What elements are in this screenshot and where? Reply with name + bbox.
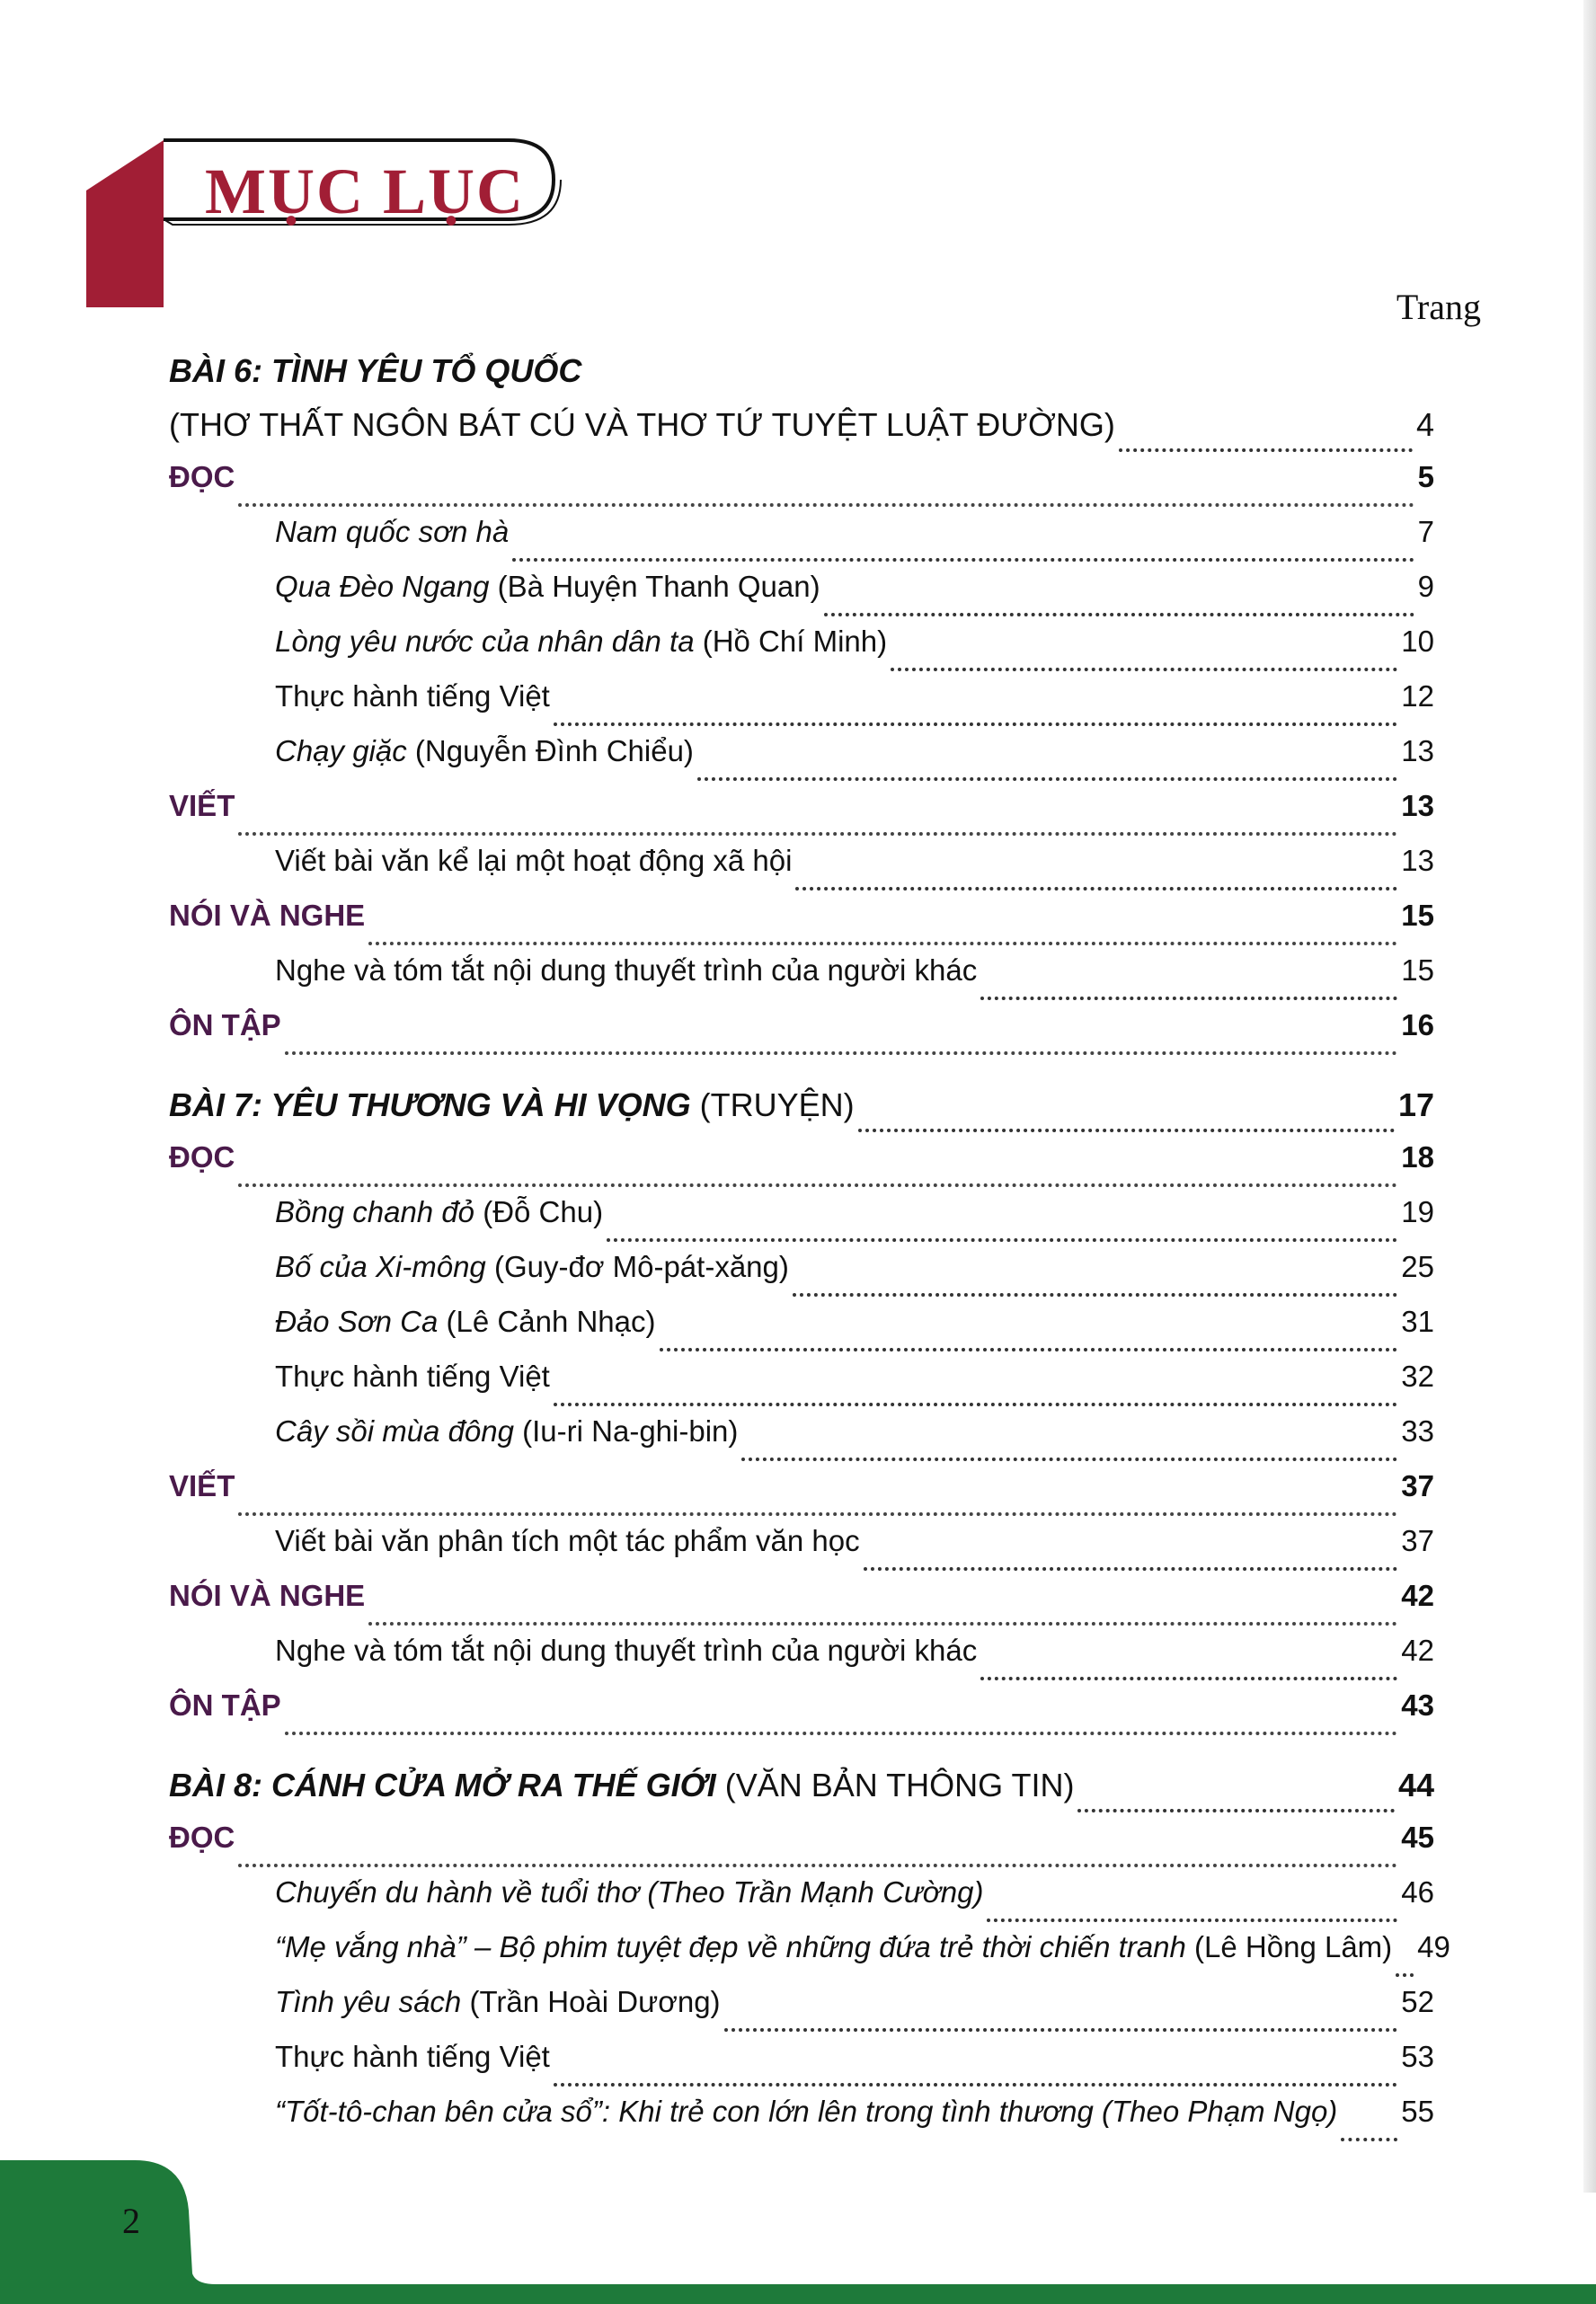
toc-leader-dots — [368, 1622, 1397, 1626]
toc-leader-dots — [980, 997, 1397, 1000]
page-title: MỤC LỤC — [205, 155, 525, 227]
toc-entry-detail: (Iu-ri Na-ghi-bin) — [513, 1414, 739, 1448]
toc-entry-detail: (VĂN BẢN THÔNG TIN) — [715, 1767, 1075, 1803]
toc-page-number: 44 — [1397, 1767, 1434, 1803]
toc-section-row[interactable] — [169, 1821, 1434, 1875]
toc-page-number: 19 — [1401, 1195, 1434, 1228]
toc-entry-detail: (TRUYỆN) — [690, 1086, 855, 1123]
toc-item-row[interactable] — [169, 679, 1434, 734]
toc-entry-detail: (Bà Huyện Thanh Quan) — [489, 570, 820, 603]
toc-entry-title: “Mẹ vắng nhà” – Bộ phim tuyệt đẹp về những đứa trẻ thời chiến tranh — [275, 1930, 1186, 1963]
toc-item-row[interactable] — [169, 1414, 1434, 1469]
toc-leader-dots — [285, 1051, 1398, 1055]
toc-entry-label — [275, 1930, 1392, 1964]
toc-entry-title: BÀI 7: YÊU THƯƠNG VÀ HI VỌNG — [169, 1086, 691, 1123]
header-banner — [86, 135, 572, 315]
toc-leader-dots — [864, 1567, 1398, 1571]
toc-leader-dots — [512, 558, 1414, 562]
toc-entry-detail: Viết bài văn kể lại một hoạt động xã hội — [275, 844, 793, 877]
toc-entry-detail: (THƠ THẤT NGÔN BÁT CÚ VÀ THƠ TỨ TUYỆT LUẬT ĐƯỜNG) — [169, 406, 1115, 443]
toc-page-number: 33 — [1401, 1414, 1434, 1448]
toc-entry-title: Đảo Sơn Ca — [275, 1305, 439, 1338]
toc-entry-title: “Tốt-tô-chan bên cửa sổ”: Khi trẻ con lớn lên trong tình thương (Theo Phạm Ngọ) — [275, 2095, 1338, 2128]
toc-page-number: 37 — [1401, 1524, 1434, 1557]
toc-entry-title: BÀI 8: CÁNH CỬA MỞ RA THẾ GIỚI — [169, 1767, 716, 1803]
toc-entry-title: Cây sồi mùa đông — [275, 1414, 514, 1448]
toc-entry-label — [169, 460, 235, 494]
toc-page-number: 46 — [1401, 1875, 1434, 1909]
toc-entry-title: Chạy giặc — [275, 734, 407, 767]
toc-page-number: 45 — [1401, 1821, 1434, 1854]
toc-leader-dots — [891, 668, 1397, 671]
toc-entry-label — [275, 844, 792, 878]
toc-section-row[interactable] — [169, 1140, 1434, 1195]
toc-leader-dots — [238, 1864, 1397, 1867]
toc-leader-dots — [980, 1677, 1397, 1680]
toc-entry-title: NÓI VÀ NGHE — [169, 899, 366, 932]
toc-item-row[interactable] — [169, 2040, 1434, 2095]
toc-leader-dots — [795, 887, 1397, 891]
toc-entry-label — [275, 2095, 1337, 2129]
toc-leader-dots — [238, 1512, 1397, 1516]
toc-item-row[interactable] — [169, 1985, 1434, 2040]
toc-section-row[interactable] — [169, 1688, 1434, 1743]
page-column-label: Trang — [1396, 287, 1481, 327]
toc-entry-label — [275, 515, 509, 549]
toc-item-row[interactable] — [169, 1634, 1434, 1688]
toc-entry-detail: (Hồ Chí Minh) — [694, 625, 888, 658]
toc-entry-detail: Nghe và tóm tắt nội dung thuyết trình của người khác — [275, 1634, 978, 1667]
toc-entry-detail: (Trần Hoài Dương) — [461, 1985, 721, 2018]
toc-leader-dots — [554, 1403, 1397, 1406]
toc-page-number: 15 — [1401, 899, 1434, 932]
toc-entry-detail: (Guy-đơ Mô-pát-xăng) — [485, 1250, 789, 1283]
toc-entry-title: Chuyến du hành về tuổi thơ (Theo Trần Mạnh Cường) — [275, 1875, 984, 1909]
toc-entry-label — [169, 1086, 855, 1124]
toc-page-number: 12 — [1401, 679, 1434, 713]
toc-entry-label — [275, 1524, 860, 1558]
toc-page-number: 16 — [1401, 1008, 1434, 1041]
toc-leader-dots — [238, 832, 1397, 836]
toc-entry-label — [169, 1008, 281, 1042]
toc-leader-dots — [987, 1919, 1397, 1922]
toc-leader-dots — [793, 1293, 1397, 1297]
toc-item-row[interactable] — [169, 1524, 1434, 1579]
toc-entry-label — [275, 1634, 977, 1668]
toc-leader-dots — [238, 1183, 1397, 1187]
toc-entry-label — [169, 1767, 1074, 1804]
toc-section-row[interactable] — [169, 1008, 1434, 1063]
toc-page-number: 53 — [1401, 2040, 1434, 2073]
toc-leader-dots — [1341, 2138, 1397, 2141]
toc-entry-title: BÀI 6: TÌNH YÊU TỔ QUỐC — [169, 352, 582, 389]
toc-entry-label — [275, 953, 977, 988]
toc-item-row[interactable] — [169, 1250, 1434, 1305]
toc-leader-dots — [607, 1238, 1397, 1242]
toc-entry-label — [169, 352, 581, 390]
toc-page-number: 42 — [1401, 1634, 1434, 1667]
toc-item-row[interactable] — [169, 515, 1434, 570]
toc-section-row[interactable] — [169, 1469, 1434, 1524]
toc-entry-detail: Thực hành tiếng Việt — [275, 2040, 550, 2073]
toc-section-row[interactable] — [169, 460, 1434, 515]
toc-entry-label — [275, 1985, 721, 2019]
toc-lesson-row[interactable] — [169, 1767, 1434, 1821]
toc-leader-dots — [697, 777, 1397, 781]
toc-section-row[interactable] — [169, 789, 1434, 844]
toc-lesson-row[interactable] — [169, 1086, 1434, 1140]
toc-page-number: 32 — [1401, 1360, 1434, 1393]
toc-leader-dots — [554, 722, 1397, 726]
toc-entry-label — [275, 1875, 983, 1910]
toc-entry-label — [169, 1140, 235, 1174]
toc-leader-dots — [741, 1458, 1397, 1461]
toc-leader-dots — [285, 1732, 1398, 1735]
footer-band — [0, 2157, 1596, 2304]
toc-page-number: 37 — [1401, 1469, 1434, 1502]
toc-entry-label — [275, 679, 550, 713]
toc-entry-detail: Thực hành tiếng Việt — [275, 1360, 550, 1393]
page-edge — [1583, 0, 1596, 2193]
toc-page-number: 17 — [1397, 1086, 1434, 1123]
toc-item-row[interactable] — [169, 1875, 1434, 1930]
page-number: 2 — [122, 2201, 140, 2241]
toc-entry-detail: (Lê Hồng Lâm) — [1185, 1930, 1393, 1963]
toc-item-row[interactable] — [169, 570, 1434, 625]
toc-entry-title: ÔN TẬP — [169, 1688, 281, 1722]
toc-item-row[interactable] — [169, 1360, 1434, 1414]
toc-leader-dots — [238, 503, 1414, 507]
toc-entry-label — [275, 1195, 603, 1229]
toc-entry-label — [169, 1821, 235, 1855]
toc-entry-label — [275, 1360, 550, 1394]
toc-item-row[interactable] — [169, 1305, 1434, 1360]
toc-page-number: 7 — [1417, 515, 1434, 548]
toc-entry-label — [275, 1250, 789, 1284]
toc-entry-label — [169, 899, 365, 933]
toc-page-number: 13 — [1401, 789, 1434, 822]
toc-entry-title: Bố của Xi-mông — [275, 1250, 486, 1283]
toc-entry-detail: (Lê Cảnh Nhạc) — [438, 1305, 656, 1338]
toc-leader-dots — [724, 2028, 1398, 2032]
table-of-contents — [169, 352, 1450, 2149]
toc-entry-title: NÓI VÀ NGHE — [169, 1579, 366, 1612]
toc-entry-title: ĐỌC — [169, 460, 235, 493]
toc-entry-detail: Nghe và tóm tắt nội dung thuyết trình của người khác — [275, 953, 978, 987]
toc-entry-label — [275, 1305, 656, 1339]
toc-entry-label — [275, 570, 820, 604]
toc-page-number: 15 — [1401, 953, 1434, 987]
toc-item-row[interactable] — [169, 1930, 1450, 1985]
toc-entry-label — [275, 2040, 550, 2074]
toc-item-row[interactable] — [169, 625, 1434, 679]
toc-entry-label — [169, 789, 235, 823]
toc-leader-dots — [660, 1348, 1398, 1351]
toc-page-number: 52 — [1401, 1985, 1434, 2018]
toc-entry-title: Qua Đèo Ngang — [275, 570, 490, 603]
toc-page-number: 13 — [1401, 844, 1434, 877]
toc-page-number: 49 — [1417, 1930, 1450, 1963]
toc-item-row[interactable] — [169, 734, 1434, 789]
toc-leader-dots — [554, 2083, 1397, 2087]
toc-page-number: 55 — [1401, 2095, 1434, 2128]
toc-entry-title: Nam quốc sơn hà — [275, 515, 510, 548]
toc-page-number: 43 — [1401, 1688, 1434, 1722]
toc-item-row[interactable] — [169, 844, 1434, 899]
toc-entry-title: Bồng chanh đỏ — [275, 1195, 475, 1228]
toc-item-row[interactable] — [169, 1195, 1434, 1250]
toc-leader-dots — [1396, 1973, 1414, 1977]
footer-green-band — [0, 2157, 1596, 2304]
toc-lesson-sub-row[interactable] — [169, 406, 1434, 460]
toc-page-number: 10 — [1401, 625, 1434, 658]
toc-entry-title: ĐỌC — [169, 1140, 235, 1174]
toc-entry-title: Lòng yêu nước của nhân dân ta — [275, 625, 695, 658]
toc-entry-label — [275, 1414, 738, 1449]
toc-page-number: 25 — [1401, 1250, 1434, 1283]
toc-leader-dots — [824, 613, 1414, 616]
toc-entry-title: VIẾT — [169, 1469, 235, 1502]
toc-section-row[interactable] — [169, 1579, 1434, 1634]
toc-page-number: 31 — [1401, 1305, 1434, 1338]
toc-entry-label — [169, 1688, 281, 1723]
toc-item-row[interactable] — [169, 953, 1434, 1008]
toc-entry-title: Tình yêu sách — [275, 1985, 462, 2018]
toc-page-number: 4 — [1415, 406, 1434, 443]
toc-entry-label — [169, 1579, 365, 1613]
toc-leader-dots — [1119, 448, 1413, 452]
toc-entry-label — [169, 1469, 235, 1503]
toc-entry-detail: (Đỗ Chu) — [474, 1195, 604, 1228]
toc-page-number: 9 — [1417, 570, 1434, 603]
toc-page-number: 42 — [1401, 1579, 1434, 1612]
toc-entry-label — [275, 734, 694, 768]
toc-page-number: 18 — [1401, 1140, 1434, 1174]
toc-leader-dots — [1077, 1809, 1395, 1812]
toc-leader-dots — [858, 1129, 1395, 1132]
toc-entry-detail: Viết bài văn phân tích một tác phẩm văn học — [275, 1524, 860, 1557]
toc-lesson-row[interactable] — [169, 352, 1434, 406]
toc-entry-title: VIẾT — [169, 789, 235, 822]
toc-page-number: 5 — [1417, 460, 1434, 493]
toc-page-number: 13 — [1401, 734, 1434, 767]
toc-entry-detail: (Nguyễn Đình Chiểu) — [406, 734, 694, 767]
toc-entry-label — [275, 625, 887, 659]
toc-leader-dots — [368, 942, 1397, 945]
toc-entry-detail: Thực hành tiếng Việt — [275, 679, 550, 713]
toc-item-row[interactable] — [169, 2095, 1434, 2149]
toc-entry-title: ÔN TẬP — [169, 1008, 281, 1041]
toc-entry-label — [169, 406, 1115, 444]
toc-section-row[interactable] — [169, 899, 1434, 953]
toc-entry-title: ĐỌC — [169, 1821, 235, 1854]
